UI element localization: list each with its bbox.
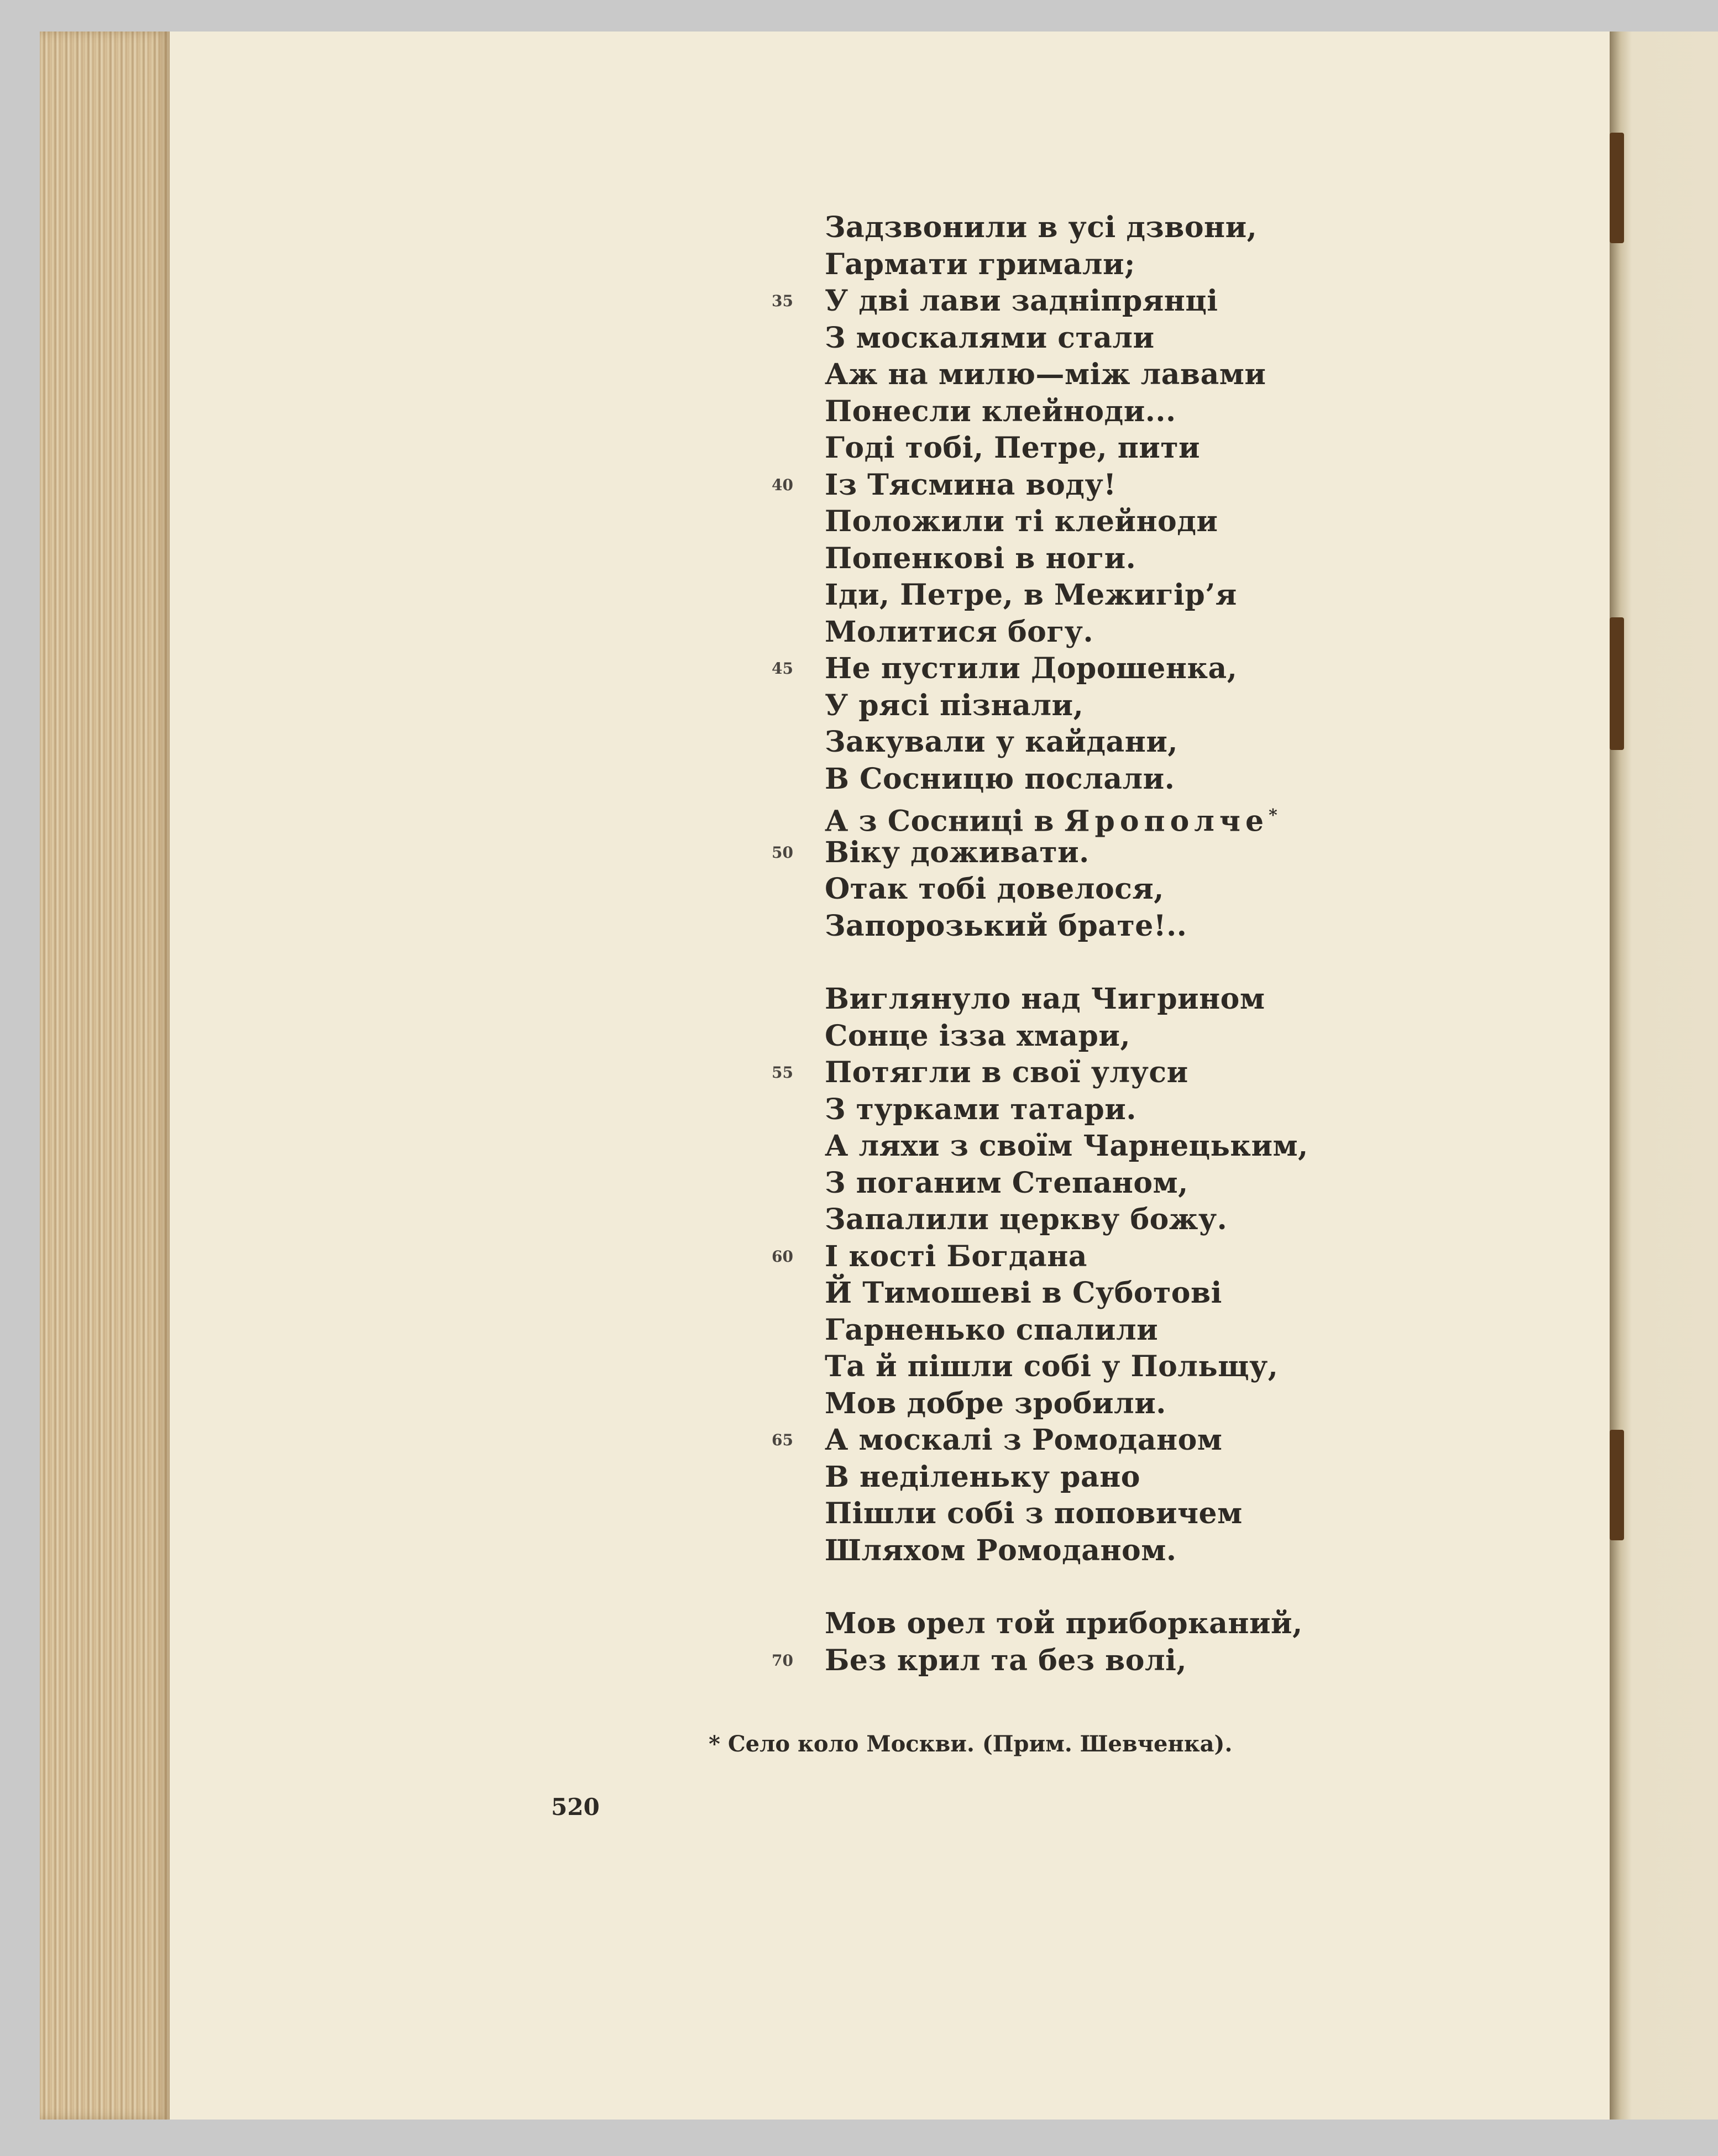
verse-line <box>825 209 1257 246</box>
verse-line <box>825 1348 1278 1386</box>
verse-text: А ляхи з своїм Чарнецьким, <box>825 1129 1308 1163</box>
verse-text: У дві лави задніпрянці <box>825 284 1218 318</box>
line-number: 50 <box>772 843 793 862</box>
verse-line <box>825 1605 1303 1643</box>
verse-text: Попенкові в ноги. <box>825 542 1136 575</box>
verse-line <box>825 760 1175 798</box>
page-number: 520 <box>551 1793 600 1821</box>
verse-line <box>825 466 1117 504</box>
verse-text: Й Тимошеві в Суботові <box>825 1276 1222 1310</box>
verse-text: Без крил та без волі, <box>825 1644 1187 1677</box>
line-number: 45 <box>772 659 793 678</box>
verse-text: Мов добре зробили. <box>825 1387 1166 1420</box>
verse-text: Іди, Петре, в Межигір’я <box>825 578 1237 612</box>
verse-line <box>825 907 1187 945</box>
verse-text: Запалили церкву божу. <box>825 1203 1228 1236</box>
verse-line <box>825 1495 1243 1533</box>
verse-line <box>825 870 1164 908</box>
verse-text: Задзвонили в усі дзвони, <box>825 211 1258 244</box>
book-page-edges <box>40 32 170 2120</box>
verse-line <box>825 1274 1222 1312</box>
verse-line <box>825 1532 1177 1570</box>
verse-text: Закували у кайдани, <box>825 725 1178 759</box>
verse-text: Потягли в свої улуси <box>825 1056 1188 1089</box>
page-tab-marker <box>1610 617 1624 750</box>
verse-line <box>825 540 1136 578</box>
verse-line <box>825 1164 1188 1202</box>
verse-text: Отак тобі довелося, <box>825 872 1164 906</box>
verse-line <box>825 1127 1308 1165</box>
verse-text: Пішли собі з поповичем <box>825 1497 1243 1530</box>
verse-text: Аж на милю—між лавами <box>825 358 1266 391</box>
verse-line <box>825 1017 1130 1055</box>
verse-line <box>825 1201 1227 1239</box>
verse-line <box>825 650 1237 688</box>
verse-line <box>825 613 1093 651</box>
footnote: * Село коло Москви. (Прим. Шевченка). <box>709 1731 1233 1757</box>
verse-line <box>825 1091 1136 1129</box>
verse-text: Із Тясмина воду! <box>825 468 1117 502</box>
verse-text: Годі тобі, Петре, пити <box>825 431 1201 465</box>
verse-line <box>825 319 1155 357</box>
verse-line <box>825 1238 1087 1276</box>
line-number: 40 <box>772 476 793 494</box>
verse-line <box>825 980 1265 1018</box>
verse-text: А москалі з Ромоданом <box>825 1423 1223 1457</box>
verse-line <box>825 503 1218 541</box>
line-number: 70 <box>772 1651 793 1670</box>
verse-text: Віку доживати. <box>825 836 1090 869</box>
line-number: 55 <box>772 1063 793 1082</box>
verse-text: Не пустили Дорошенка, <box>825 652 1238 685</box>
verse-text: Положили ті клейноди <box>825 505 1218 538</box>
verse-line <box>825 1312 1158 1349</box>
verse-text: Гарненько спалили <box>825 1313 1159 1347</box>
verse-text: І кості Богдана <box>825 1240 1087 1273</box>
verse-spaced-word: Ярополче <box>1064 804 1269 838</box>
verse-text: А з Сосниці в <box>825 804 1065 838</box>
verse-text: Молитися богу. <box>825 615 1094 649</box>
verse-text: У рясі пізнали, <box>825 689 1084 722</box>
verse-line <box>825 429 1200 467</box>
verse-line <box>825 1385 1166 1423</box>
verse-line <box>825 1421 1222 1459</box>
line-number: 60 <box>772 1247 793 1266</box>
verse-text: В неділеньку рано <box>825 1460 1140 1494</box>
verse-line <box>825 723 1178 761</box>
verse-text: В Сосницю послали. <box>825 762 1175 796</box>
page-tab-marker <box>1610 133 1624 243</box>
verse-text: Гармати гримали; <box>825 248 1135 281</box>
verse-text: Понесли клейноди... <box>825 395 1176 428</box>
verse-line <box>825 576 1237 614</box>
line-number: 65 <box>772 1431 793 1449</box>
line-number: 35 <box>772 292 793 310</box>
facing-page-edge <box>1610 32 1718 2120</box>
verse-line <box>825 1054 1188 1092</box>
verse-text: З москалями стали <box>825 321 1155 355</box>
verse-line <box>825 246 1135 284</box>
verse-line <box>825 834 1090 872</box>
verse-text: Запорозький брате!.. <box>825 909 1187 943</box>
verse-text: З поганим Степаном, <box>825 1166 1188 1200</box>
verse-text: Шляхом Ромоданом. <box>825 1534 1177 1567</box>
verse-text: Мов орел той приборканий, <box>825 1607 1303 1640</box>
verse-text: Та й пішли собі у Польщу, <box>825 1350 1279 1383</box>
verse-line <box>825 797 1278 838</box>
verse-line <box>825 393 1176 431</box>
footnote-marker: * <box>1269 806 1278 825</box>
verse-line <box>825 1459 1140 1496</box>
page-tab-marker <box>1610 1430 1624 1540</box>
verse-text: Виглянуло над Чигрином <box>825 982 1265 1016</box>
verse-line <box>825 687 1083 725</box>
verse-text: Сонце ізза хмари, <box>825 1019 1131 1053</box>
verse-line <box>825 1642 1187 1680</box>
verse-line <box>825 356 1266 394</box>
verse-text: З турками татари. <box>825 1093 1136 1126</box>
verse-line <box>825 282 1218 320</box>
